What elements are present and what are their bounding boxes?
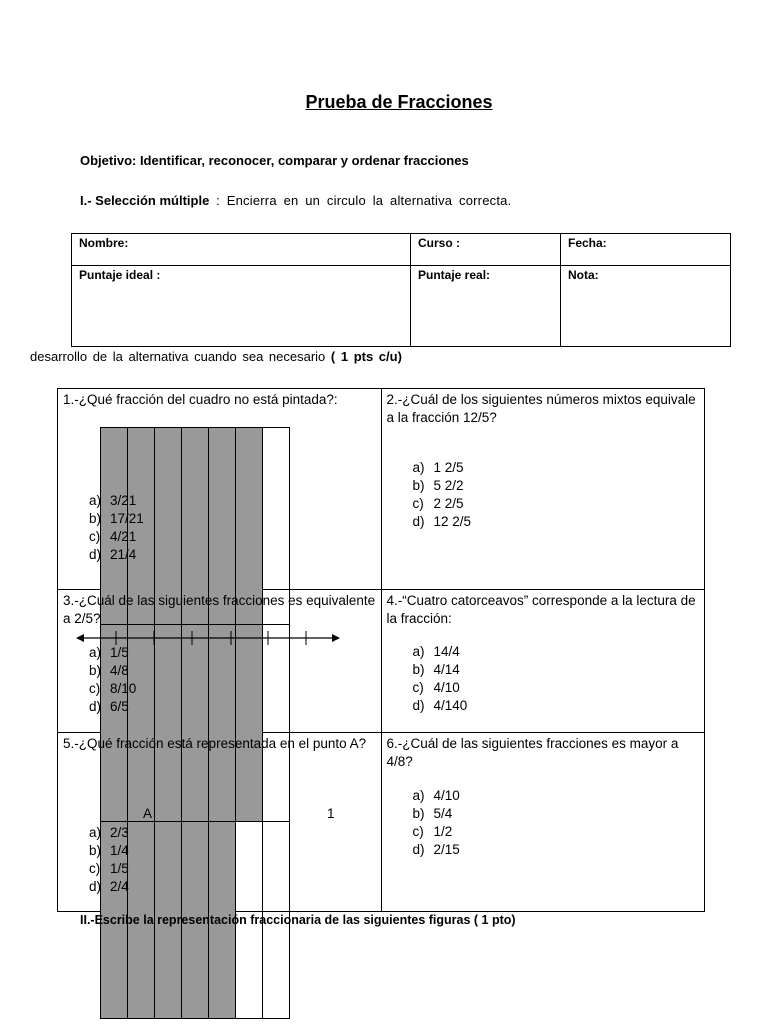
option[interactable]: c) 2 2/5	[412, 496, 464, 511]
option[interactable]: b) 1/4	[89, 843, 129, 858]
option[interactable]: a) 1 2/5	[412, 460, 464, 475]
option[interactable]: c) 4/10	[412, 680, 460, 695]
option[interactable]: d) 4/140	[412, 698, 468, 713]
question-6-text: 6.-¿Cuál de las siguientes fracciones es mayor a 4/8?	[386, 736, 679, 769]
question-4-options	[413, 643, 468, 715]
question-5	[58, 733, 382, 912]
question-3	[58, 590, 382, 733]
section-1-title: I.- Selección múltiple	[80, 193, 210, 208]
question-1	[58, 389, 382, 590]
question-2-text: 2.-¿Cuál de los siguientes números mixtos equivale a la fracción 12/5?	[386, 392, 696, 425]
option[interactable]: b) 17/21	[89, 511, 144, 526]
option[interactable]: b) 5/4	[412, 806, 453, 821]
question-6-options	[413, 787, 460, 859]
objective-text: Objetivo: Identificar, reconocer, comparar y ordenar fracciones	[80, 153, 469, 168]
puntaje-real-field[interactable]: Puntaje real:	[411, 266, 561, 347]
option[interactable]: a) 3/21	[89, 493, 137, 508]
puntaje-ideal-field[interactable]: Puntaje ideal :	[72, 266, 411, 347]
page-title: Prueba de Fracciones	[305, 92, 493, 112]
student-info-table	[71, 233, 731, 347]
nota-field[interactable]: Nota:	[561, 266, 731, 347]
question-2-options	[413, 459, 472, 531]
points-note: ( 1 pts c/u)	[330, 349, 402, 364]
question-2	[381, 389, 705, 590]
curso-field[interactable]: Curso :	[411, 234, 561, 266]
option[interactable]: c) 8/10	[89, 681, 137, 696]
question-5-text: 5.-¿Qué fracción está representada en el punto A?	[63, 736, 367, 751]
option[interactable]: d) 6/5	[89, 699, 129, 714]
fecha-field[interactable]: Fecha:	[561, 234, 731, 266]
point-a-label: A	[143, 806, 153, 821]
option[interactable]: a) 4/10	[412, 788, 460, 803]
questions-grid	[57, 388, 705, 912]
question-3-text: 3.-¿Cuál de las siguientes fracciones es equivalente a 2/5?	[63, 593, 376, 626]
question-5-options	[89, 824, 129, 896]
section-1-instruction: : Encierra en un circulo la alternativa correcta.	[209, 193, 512, 208]
question-4	[381, 590, 705, 733]
nombre-field[interactable]: Nombre:	[72, 234, 411, 266]
section-1-heading	[80, 193, 511, 208]
option[interactable]: b) 5 2/2	[412, 478, 464, 493]
option[interactable]: c) 4/21	[89, 529, 137, 544]
instruction-text: desarrollo de la alternativa cuando sea necesario	[30, 349, 331, 364]
question-6	[381, 733, 705, 912]
option[interactable]: c) 1/5	[89, 861, 129, 876]
section-2-heading: II.-Escribe la representación fraccionaria de las siguientes figuras ( 1 pto)	[80, 913, 516, 927]
option[interactable]: d) 12 2/5	[412, 514, 472, 529]
option[interactable]: d) 21/4	[89, 547, 137, 562]
option[interactable]: d) 2/15	[412, 842, 460, 857]
question-4-text: 4.-“Cuatro catorceavos” corresponde a la lectura de la fracción:	[386, 593, 696, 626]
option[interactable]: b) 4/8	[89, 663, 129, 678]
option[interactable]: a) 14/4	[412, 644, 460, 659]
question-3-options	[89, 644, 136, 716]
option[interactable]: d) 2/4	[89, 879, 129, 894]
one-label: 1	[327, 806, 335, 821]
question-1-options	[89, 492, 144, 564]
option[interactable]: c) 1/2	[412, 824, 453, 839]
question-1-text: 1.-¿Qué fracción del cuadro no está pintada?:	[63, 392, 338, 407]
option[interactable]: a) 2/3	[89, 825, 129, 840]
option[interactable]: b) 4/14	[412, 662, 460, 677]
option[interactable]: a) 1/5	[89, 645, 129, 660]
instruction-line	[30, 349, 402, 364]
